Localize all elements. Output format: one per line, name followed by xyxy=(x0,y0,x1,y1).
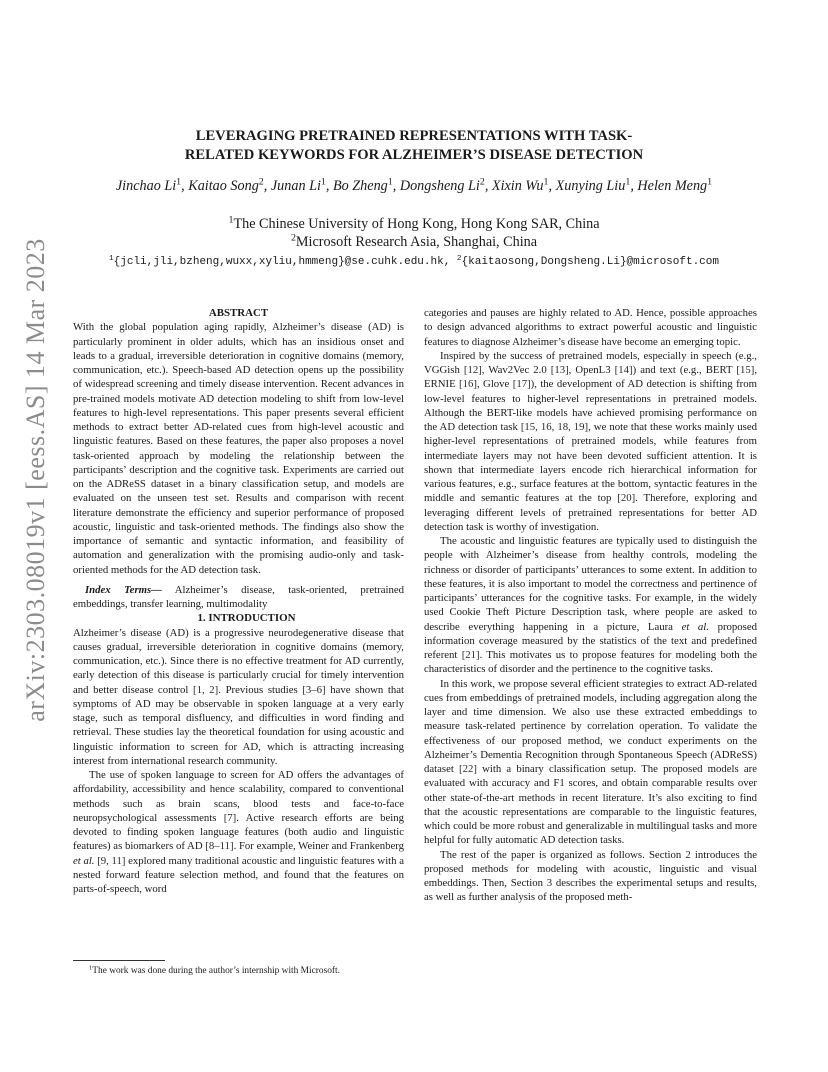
right-paragraph-this-work: In this work, we propose several efficient strategies to extract AD-related cues from embeddings of pretrained models, including aggregation along the layer and time dimension. We also use these extracted embeddings to measure task-related pertinence by correlation operation. To validate the effectiveness of our proposed method, we conduct experiments on the Alzheimer’s Dementia Recognition through Spontaneous Speech (ADReSS) dataset [22] with a binary classification setup. The proposed models are evaluated with accuracy and F1 scores, and obtain comparable results over other state-of-the-art methods in recent literature. It’s also exciting to find that the acoustic representations are comparable to the linguistic features, which could be more robust and generalizable in multilingual tasks and more helpful for fully automatic AD detection tasks. xyxy=(424,677,757,847)
citation-link[interactable]: [14] xyxy=(614,364,633,376)
citation-link[interactable]: [16] xyxy=(459,378,477,391)
author-list: Jinchao Li$^1$, Kaitao Song$^2$, Junan Li$^1$, Bo Zheng$^1$, Dongsheng Li$^2$, Xixin Wu$^1$, Xunying Liu$^1$, Helen Meng$^1$ xyxy=(115,176,713,194)
author: Xunying Liu$^1$ xyxy=(555,176,631,194)
citation-link[interactable]: [22] xyxy=(459,763,477,775)
index-terms: Index Terms— Alzheimer’s disease, task-oriented, pretrained embeddings, transfer learning, multimodality xyxy=(73,583,404,610)
introduction-heading: 1. INTRODUCTION xyxy=(197,612,296,625)
affiliation-2: $^2$Microsoft Research Asia, Shanghai, China xyxy=(290,232,538,250)
author: Helen Meng$^1$ xyxy=(637,176,713,194)
footnote: $^1$The work was done during the author’s internship with Microsoft. xyxy=(89,964,340,976)
right-paragraph-features: The acoustic and linguistic features are typically used to distinguish the people with Alzheimer’s disease from healthy controls, modeling the richness or disorder of participants’ utterances to some extent. In addition to these features, it is also important to model the correctness and pertinence of participants’ utterances for the cognitive tasks. For example, in the widely used Cookie Theft Picture Description task, where people are asked to describe everything happening in a picture, Laura et al. proposed information coverage measured by the statistics of the text and predefined referent [21]. This motivates us to propose features for modeling both the characteristics of disorder and the pertinence to the cognitive tasks. xyxy=(424,535,758,676)
author-emails: $^1${jcli,jli,bzheng,wuxx,xyliu,hmmeng}@se.cuhk.edu.hk, $^2${kaitaosong,Dongsheng.Li}@microsoft.com xyxy=(109,254,719,268)
citation-link[interactable]: [17] xyxy=(512,378,531,391)
citation-link[interactable]: [12] xyxy=(463,364,482,376)
citation-link[interactable]: [15, 16, 18, 19] xyxy=(520,421,589,433)
citation-link[interactable]: [3–6] xyxy=(302,683,326,696)
abstract-heading: ABSTRACT xyxy=(208,307,269,319)
arxiv-stamp: arXiv:2303.08019v1 [eess.AS] 14 Mar 2023 xyxy=(21,238,51,722)
citation-link[interactable]: [9, 11] xyxy=(97,854,126,867)
author: Kaitao Song$^2$ xyxy=(188,176,264,194)
right-column xyxy=(424,306,757,905)
intro-paragraph-2: The use of spoken language to screen for AD offers the advantages of affordability, accessibility and hence scalability, compared to conventional methods such as brain scans, blood tests and face-to-face neuropsychological assessments [7]. Active research efforts are being devoted to finding spoken language features (both audio and linguistic features) as biomarkers of AD [8–11]. For example, Weiner and Frankenberg et al. [9, 11] explored many traditional acoustic and linguistic features with a nested forward feature selection method, and found that the features on parts-of-speech, word xyxy=(73,769,405,895)
left-column xyxy=(73,306,404,896)
footnote-divider xyxy=(73,960,165,961)
right-paragraph-pretrained: Inspired by the success of pretrained models, especially in speech (e.g., VGGish [12], Wav2Vec 2.0 [13], OpenL3 [14]) and text (e.g., BERT [15], ERNIE [16], Glove [17]), the development of AD detection is shifting from low-level features to higher-level representations in pretrained models. Although the BERT-like models have achieved promising performance on the AD detection task [15, 16, 18, 19], we note that these works mainly used higher-level representations of pretrained models, while features from intermediate layers may not have been devoted sufficient attention. It is shown that intermediate layers encode rich hierarchical information for various features, e.g., surface features at the bottom, syntactic features in the middle and semantic features at the top [20]. Therefore, exploring and leveraging different levels of pretrained representations for better AD detection task is worthy of investigation. xyxy=(424,349,757,533)
right-paragraph-continued: categories and pauses are highly related to AD. Hence, possible approaches to design advanced algorithms to extract powerful acoustic and linguistic features to diagnose Alzheimer’s disease have become an emerging topic. xyxy=(424,307,757,348)
citation-link[interactable]: [8–11] xyxy=(205,840,234,853)
citation-link[interactable]: [21] xyxy=(461,649,480,661)
citation-link[interactable]: [13] xyxy=(550,364,569,376)
author: Xixin Wu$^1$ xyxy=(491,176,549,194)
section-link[interactable]: 3 xyxy=(546,877,553,889)
affiliation-1: $^1$The Chinese University of Hong Kong, Hong Kong SAR, China xyxy=(228,214,600,232)
author: Bo Zheng$^1$ xyxy=(332,176,393,194)
author: Junan Li$^1$ xyxy=(270,176,326,194)
citation-link[interactable]: [7] xyxy=(223,811,237,824)
author: Jinchao Li$^1$ xyxy=(115,176,182,194)
abstract-body: With the global population aging rapidly, Alzheimer’s disease (AD) is particularly prominent in older adults, which has an insidious onset and leads to a gradual, irreversible deterioration in cognitive domains (memory, communication, etc.). Speech-based AD detection opens up the possibility of widespread screening and timely disease intervention. Recent advances in pre-trained models motivate AD detection modeling to shift from low-level features to high-level representations. This paper presents several efficient methods to extract better AD-related cues from high-level acoustic and linguistic features. Based on these features, the paper also proposes a novel task-oriented approach by modeling the relationship between the participants’ description and the cognitive task. Experiments are carried out on the ADReSS dataset in a binary classification setup, and models are evaluated on the unseen test set. Results and comparison with recent literature demonstrate the efficiency and superior performance of proposed acoustic, linguistic and task-oriented methods. The findings also show the importance of semantic and syntactic information, and feasibility of automation and generalization with the promising audio-only and task-oriented methods for the AD detection task. xyxy=(73,321,404,576)
section-link[interactable]: 2 xyxy=(685,848,691,861)
author: Dongsheng Li$^2$ xyxy=(399,176,485,194)
intro-paragraph-1: Alzheimer’s disease (AD) is a progressive neurodegenerative disease that causes gradual, irreversible deterioration in cognitive domains (memory, communication, etc.). Since there is no effective treatment for AD currently, early detection of this disease is particularly crucial for timely intervention and better disease control [1, 2]. Previous studies [3–6] have shown that symptoms of AD may be observable in spoken language at a very early stage, such as temporal disfluency, and difficulties in word finding and retrieval. These studies lay the theoretical foundation for using acoustic and linguistic information to screen for AD, which is attracting increasing interest from international research community. xyxy=(73,626,404,767)
right-paragraph-organization: The rest of the paper is organized as follows. Section 2 introduces the proposed methods for modeling with acoustic, linguistic and visual embeddings. Then, Section 3 describes the experimental setups and results, as well as further analysis of the proposed meth- xyxy=(424,848,757,904)
citation-link[interactable]: [15] xyxy=(736,364,755,376)
paper-title: LEVERAGING PRETRAINED REPRESENTATIONS WITH TASK- RELATED KEYWORDS FOR ALZHEIMER’S DISEASE DETECTION xyxy=(184,128,644,163)
citation-link[interactable]: [1, 2] xyxy=(193,683,219,696)
citation-link[interactable]: [20] xyxy=(617,492,636,505)
